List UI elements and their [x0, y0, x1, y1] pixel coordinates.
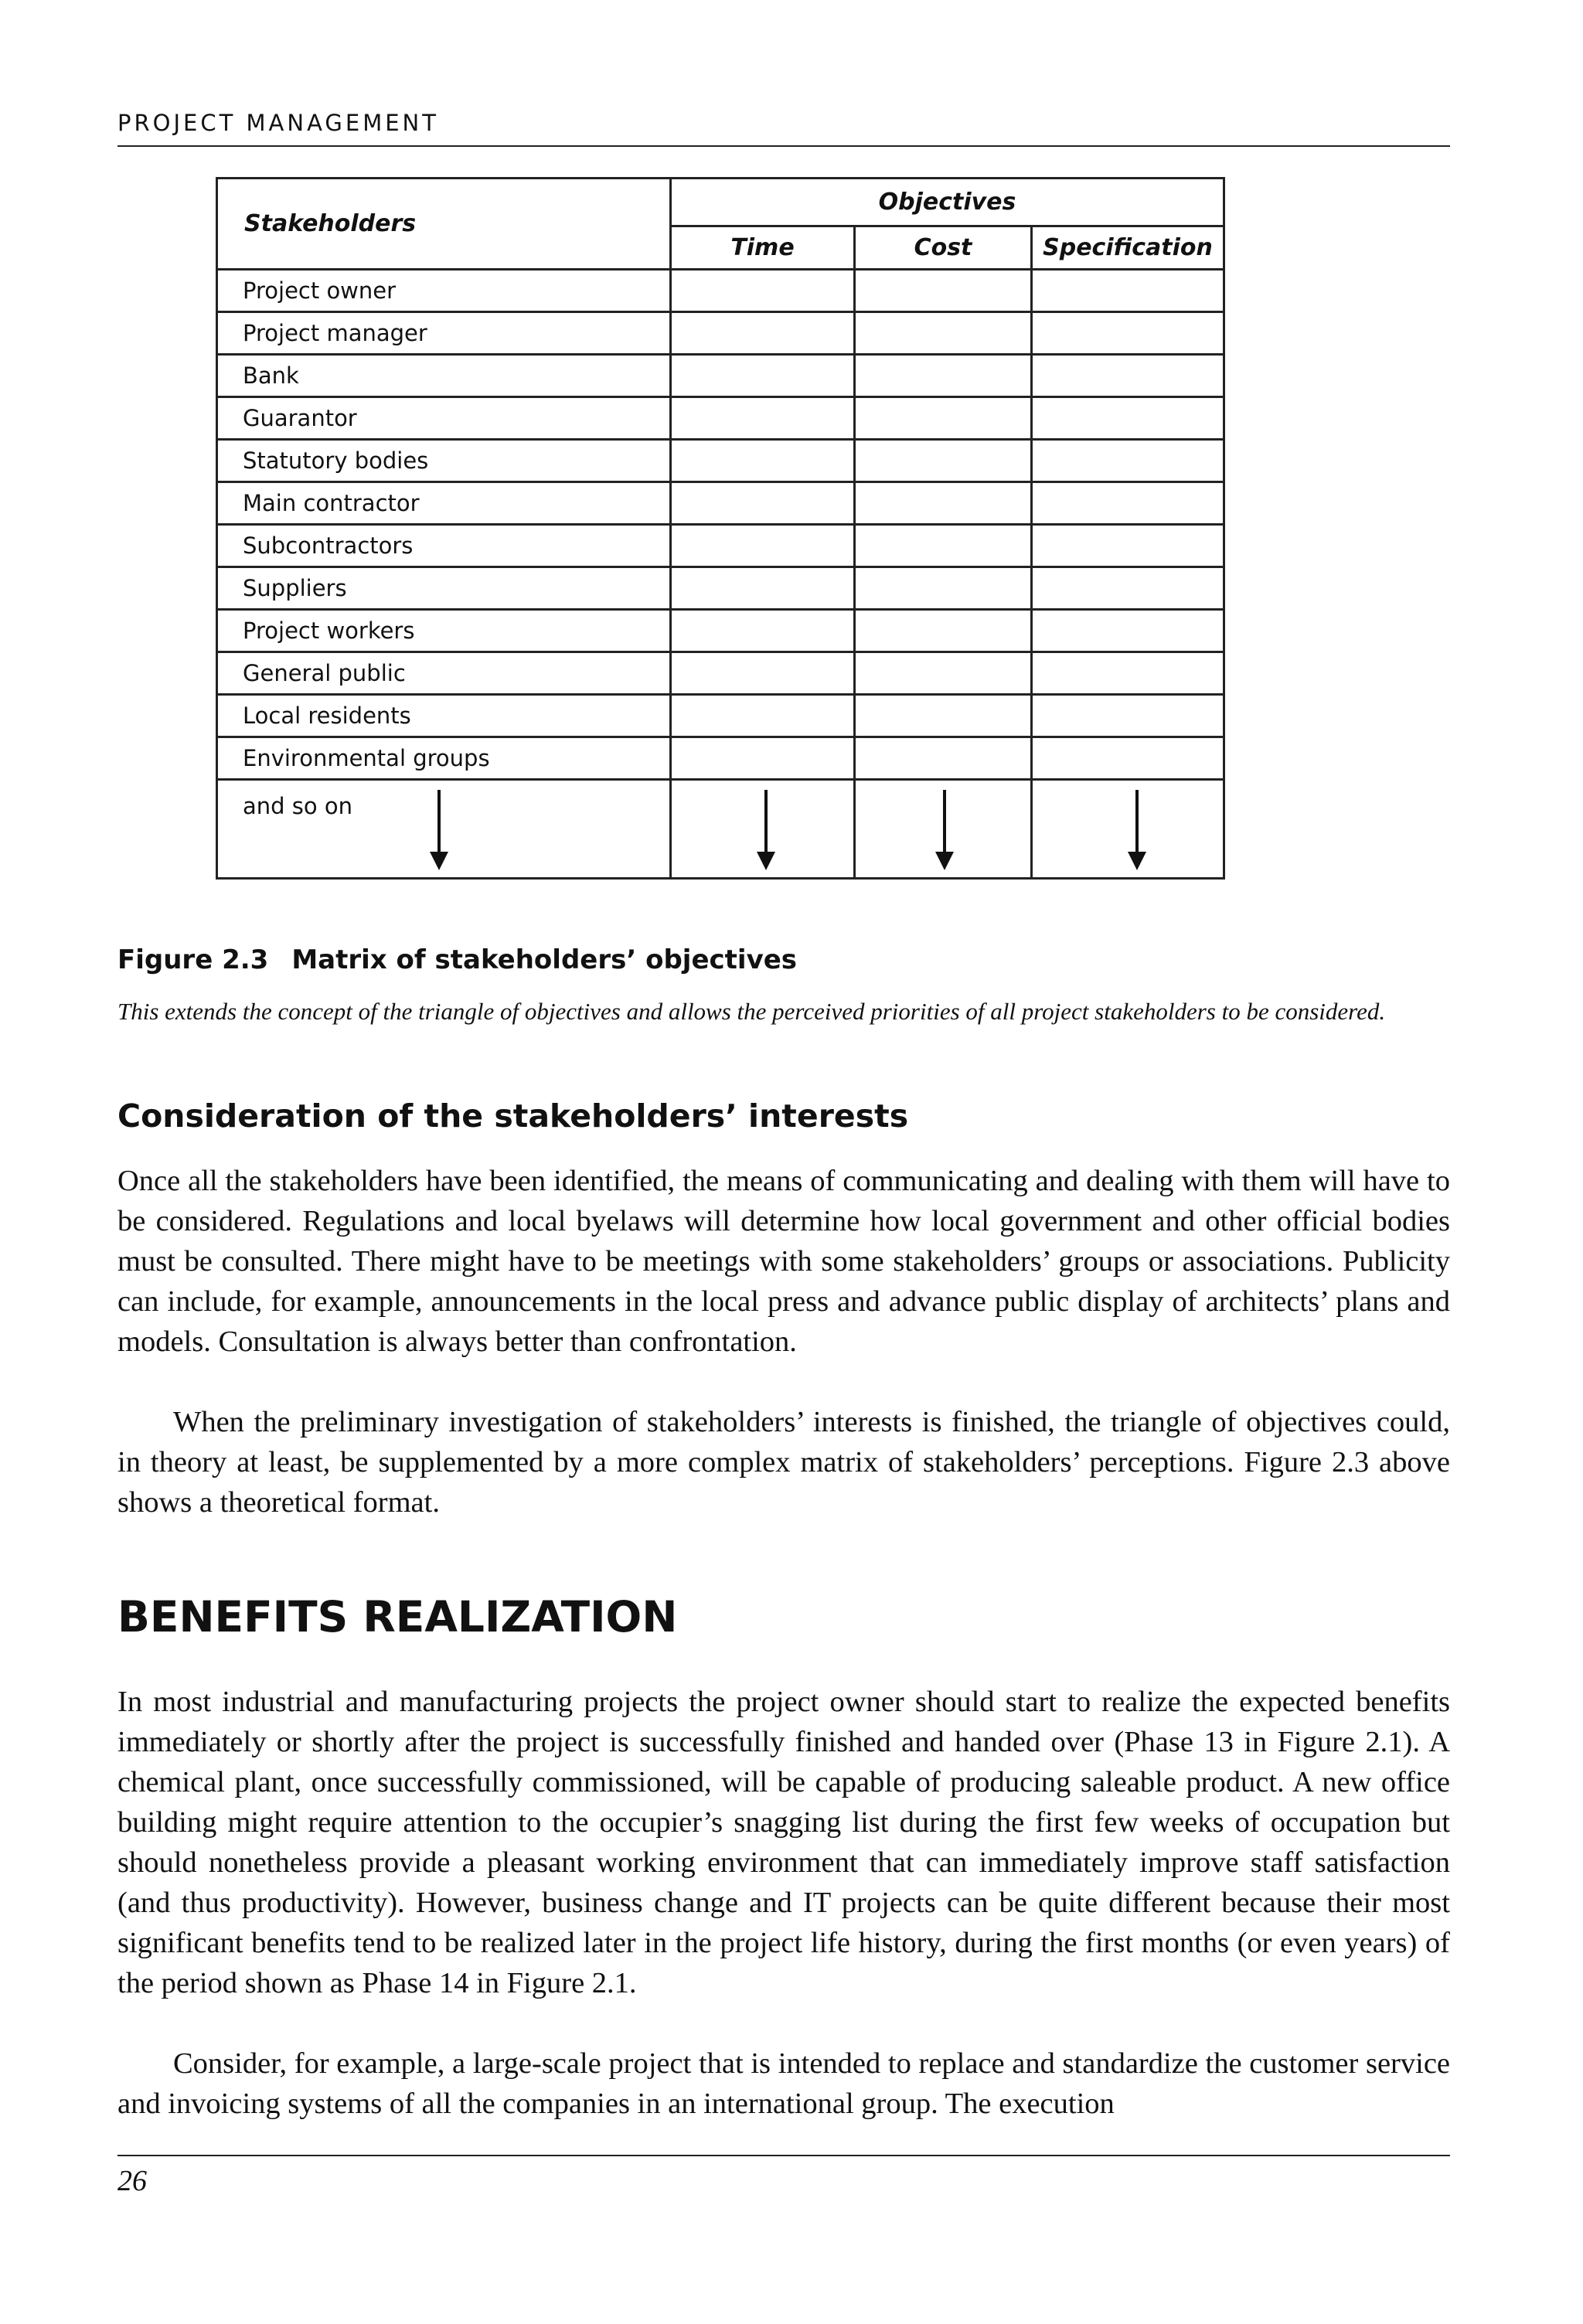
table-row [217, 440, 1224, 482]
table-row [217, 397, 1224, 440]
cost-cell [855, 652, 1032, 695]
time-cell [671, 355, 855, 397]
table-row [217, 525, 1224, 567]
stakeholder-cell: Project owner [217, 270, 671, 312]
specification-cell [1032, 737, 1224, 780]
table-row [217, 737, 1224, 780]
down-arrow-icon [1125, 790, 1149, 873]
time-cell [671, 652, 855, 695]
footer-rule [117, 2155, 1450, 2156]
time-column-header: Time [671, 226, 855, 270]
stakeholder-objectives-matrix [216, 177, 1225, 880]
specification-cell [1032, 695, 1224, 737]
cost-column-header: Cost [855, 226, 1032, 270]
specification-cell [1032, 270, 1224, 312]
and-so-on-label: and so on [243, 793, 352, 819]
time-cell [671, 440, 855, 482]
cost-cell [855, 397, 1032, 440]
stakeholder-cell: Local residents [217, 695, 671, 737]
stakeholder-cell: Suppliers [217, 567, 671, 610]
specification-cell [1032, 440, 1224, 482]
stakeholder-cell [217, 780, 671, 879]
figure-number: Figure 2.3 [117, 944, 269, 975]
specification-cell [1032, 525, 1224, 567]
specification-column-header: Specification [1032, 226, 1224, 270]
specification-cell [1032, 567, 1224, 610]
stakeholder-cell: General public [217, 652, 671, 695]
stakeholder-cell: Guarantor [217, 397, 671, 440]
section-paragraph: When the preliminary investigation of stakeholders’ interests is finished, the triangle of objectives could, in theory at least, be supplemented by a more complex matrix of stakeholders’ perceptions. Figure 2.3 above shows a theoretical format. [117, 1406, 1450, 1519]
table-row [217, 567, 1224, 610]
specification-cell [1032, 312, 1224, 355]
table-row [217, 695, 1224, 737]
figure-note: This extends the concept of the triangle of objectives and allows the perceived priorities of all project stakeholders to be considered. [117, 998, 1386, 1025]
specification-cell [1032, 652, 1224, 695]
cost-cell [855, 737, 1032, 780]
cost-cell [855, 482, 1032, 525]
time-cell [671, 312, 855, 355]
figure-caption [117, 944, 797, 975]
cost-cell [855, 312, 1032, 355]
stakeholder-cell: Bank [217, 355, 671, 397]
stakeholders-header: Stakeholders [217, 179, 671, 270]
objectives-header: Objectives [671, 179, 1224, 226]
time-cell [671, 525, 855, 567]
cost-cell [855, 610, 1032, 652]
time-cell [671, 737, 855, 780]
table-row [217, 780, 1224, 879]
stakeholder-cell: Environmental groups [217, 737, 671, 780]
specification-cell [1032, 482, 1224, 525]
cost-cell [855, 567, 1032, 610]
page-number: 26 [117, 2165, 147, 2197]
figure-title: Matrix of stakeholders’ objectives [291, 944, 798, 975]
time-cell [671, 270, 855, 312]
cost-cell [855, 695, 1032, 737]
time-cell [671, 567, 855, 610]
section-heading: Consideration of the stakeholders’ interests [117, 1097, 909, 1135]
down-arrow-icon [754, 790, 778, 873]
chapter-paragraph: Consider, for example, a large-scale project that is intended to replace and standardize the customer service and invoicing systems of all the companies in an international group. The execution [117, 2047, 1450, 2120]
chapter-heading: BENEFITS REALIZATION [117, 1592, 678, 1642]
chapter-paragraph: In most industrial and manufacturing projects the project owner should start to realize the expected benefits immediately or shortly after the project is successfully finished and handed over (Phase 13 in Figure 2.1). A chemical plant, once successfully commissioned, will be capable of producing saleable product. A new office building might require attention to the occupier’s snagging list during the first few weeks of occupation but should nonetheless provide a pleasant working environment that can immediately improve staff satisfaction (and thus productivity). However, business change and IT projects can be quite different because their most significant benefits tend to be realized later in the project life history, during the first months (or even years) of the period shown as Phase 14 in Figure 2.1. [117, 1686, 1450, 1999]
section-paragraph: Once all the stakeholders have been identified, the means of communicating and dealing with them will have to be considered. Regulations and local byelaws will determine how local government and other official bodies must be consulted. There might have to be meetings with some stakeholders’ groups or associations. Publicity can include, for example, announcements in the local press and advance public display of architects’ plans and models. Consultation is always better than confrontation. [117, 1165, 1450, 1358]
cost-cell [855, 440, 1032, 482]
down-arrow-icon [427, 790, 451, 873]
cost-cell [855, 525, 1032, 567]
specification-cell [1032, 610, 1224, 652]
stakeholder-cell: Main contractor [217, 482, 671, 525]
table-row [217, 270, 1224, 312]
stakeholder-cell: Subcontractors [217, 525, 671, 567]
time-cell [671, 482, 855, 525]
running-head: PROJECT MANAGEMENT [117, 110, 1450, 147]
stakeholder-cell: Project manager [217, 312, 671, 355]
cost-cell [855, 270, 1032, 312]
down-arrow-icon [933, 790, 956, 873]
specification-cell [1032, 780, 1224, 879]
table-row [217, 312, 1224, 355]
stakeholder-cell: Statutory bodies [217, 440, 671, 482]
time-cell [671, 397, 855, 440]
cost-cell [855, 355, 1032, 397]
cost-cell [855, 780, 1032, 879]
specification-cell [1032, 355, 1224, 397]
table-row [217, 355, 1224, 397]
time-cell [671, 780, 855, 879]
time-cell [671, 610, 855, 652]
specification-cell [1032, 397, 1224, 440]
stakeholder-cell: Project workers [217, 610, 671, 652]
table-row [217, 652, 1224, 695]
table-row [217, 482, 1224, 525]
table-row [217, 610, 1224, 652]
time-cell [671, 695, 855, 737]
